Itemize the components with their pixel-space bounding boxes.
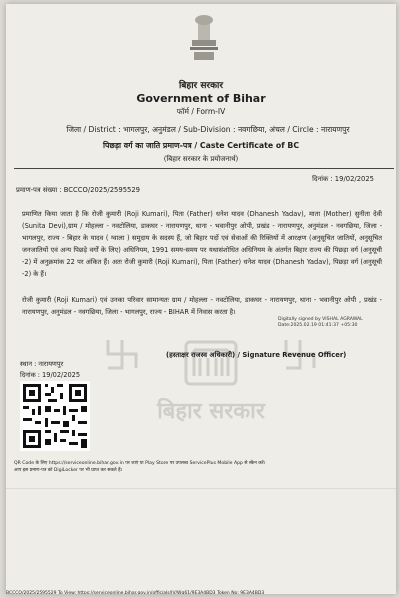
certificate-body-paragraph-1: प्रमाणित किया जाता है कि रोजी कुमारी (Roji Kumari), पिता (Father) धनेश यादव (Dhanesh Yadav), माता (Mother) सुनीता देवी (Sunita Devi),ग्राम / मोहल्ला - नवटोलिया, डाकघर - नारायणपुर, थाना - भवानीपुर ओपी, प्रखंड - नारायणपुर, अनुमंडल - नवगछिया, जिला - भागलपुर, राज्य - बिहार के यादव ( ग्वाला ) समुदाय के सदस्य हैं, जो बिहार पदों एवं सेवाओं की रिक्तियों में आरक्षण (अनुसूचित जातियों, अनुसूचित जनजातियों एवं अन्य पिछड़े वर्गों के लिए) अधिनियम, 1991 समय-समय पर यथासंशोधित अधिनियम के अंतर्गत बिहार राज्य की पिछड़ा वर्ग (अनुसूची -2) में अनुक्रमांक 22 पर अंकित हैं। अतः रोजी कुमारी (Roji Kumari), पिता (Father) धनेश यादव (Dhanesh Yadav), पिछड़ा वर्ग (अनुसूची -2) के हैं। [22,210,382,278]
state-emblem-icon [188,14,220,62]
qr-instruction-line-2: आप इस प्रमाण-पत्र को DigiLocker पर भी प्राप्त कर सकते हैं। [14,468,123,473]
qr-code-icon [20,381,90,451]
paper-fold-line [6,488,396,489]
certificate-subtitle: (बिहार सरकार के प्रयोजनार्थ) [163,155,239,163]
signature-revenue-officer: (हस्ताक्षर राजस्व अधिकारी) / Signature Revenue Officer) [166,351,347,359]
digital-signature-signer: Digitally signed by VISHAL AGRAWAL [278,317,363,322]
digital-signature-block [278,317,363,329]
top-date: दिनांक : 19/02/2025 [312,175,374,183]
header-divider [14,168,394,169]
seal-text: बिहार सरकार [157,399,265,424]
bihar-government-seal-watermark [96,334,326,434]
header-form: फॉर्म / Form-IV [176,107,226,116]
qr-instructions [14,460,314,474]
certificate-title: पिछड़ा वर्ग का जाति प्रमाण-पत्र / Caste Certificate of BC [102,141,300,150]
digital-signature-date: Date:2025.02.19 01:41:37 +05:30 [278,323,358,328]
location-line: जिला / District : भागलपुर, अनुमंडल / Sub-Division : नवगछिया, अंचल / Circle : नारायणपुर [66,125,350,134]
header-hindi-title: बिहार सरकार [178,81,224,91]
certificate-page [6,4,396,594]
issue-date: दिनांक : 19/02/2025 [20,371,81,379]
certificate-body-paragraph-2: रोजी कुमारी (Roji Kumari) एवं उनका परिवार सामान्यतः ग्राम / मोहल्ला - नवटोलिया, डाकघर - नारायणपुर, थाना - भवानीपुर ओपी , प्रखंड - नारायणपुर, अनुमंडल - नवगछिया, जिला - भागलपुर, राज्य - BIHAR में निवास करता है। [22,296,382,316]
qr-instruction-line-1: QR Code के लिए https://serviceonline.bihar.gov.in पर जाएं या Play Store पर उपलब्ध ServicePlus Mobile App से स्कैन करें। [14,461,266,466]
certificate-number: प्रमाण-पत्र संख्या : BCCCO/2025/2595529 [16,186,140,194]
header-government: Government of Bihar [136,92,266,105]
footer-verification-line: BCCCO/2025/2595529 To View: https://serviceonline.bihar.gov.in/officials/IV/Wg61/9E3A4BD3 Token No: 9E3A4BD3 [6,591,265,594]
place-of-issue: स्थान : नारायणपुर [20,360,64,368]
